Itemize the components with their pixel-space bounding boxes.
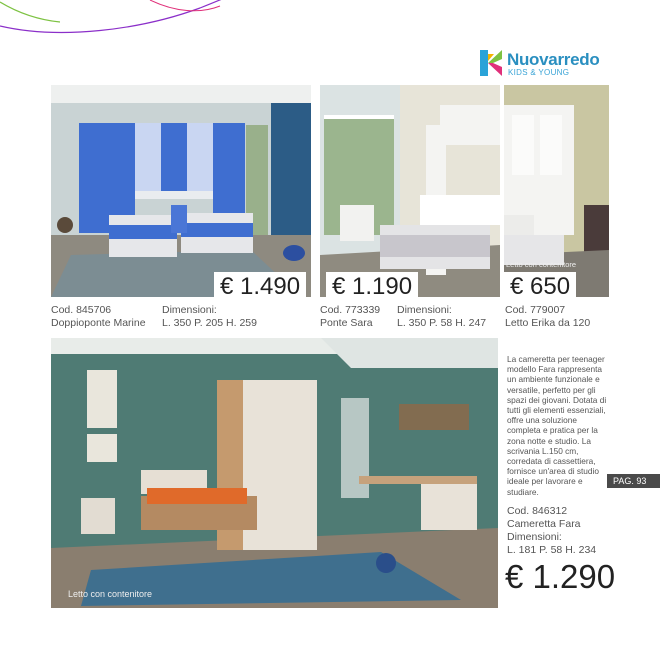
caption-dims-fara: L. 181 P. 58 H. 234 [507, 544, 597, 556]
photo-cameretta-fara [51, 338, 498, 608]
caption-name-ponte-sara: Ponte Sara [320, 317, 373, 329]
brand-name: Nuovarredo [507, 50, 600, 69]
caption-code-ponte-sara: Cod. 773339 [320, 304, 381, 316]
page-number: PAG. 93 [607, 474, 660, 488]
caption-dims-ponte-sara: L. 350 P. 58 H. 247 [397, 317, 487, 329]
brand-tagline: KIDS & YOUNG [508, 68, 570, 77]
caption-code-fara: Cod. 846312 [507, 505, 568, 517]
photo-note-cameretta-fara: Letto con contenitore [68, 589, 153, 599]
photo-ponte-sara [320, 85, 500, 297]
caption-code-letto-erika: Cod. 779007 [505, 304, 566, 316]
photo-note-letto-erika: Letto con contenitore [506, 260, 577, 269]
price-cameretta-fara: € 1.290 [505, 558, 616, 595]
caption-dimlabel-doppioponte: Dimensioni: [162, 304, 217, 316]
caption-dims-doppioponte: L. 350 P. 205 H. 259 [162, 317, 257, 329]
caption-dimlabel-ponte-sara: Dimensioni: [397, 304, 452, 316]
caption-code-doppioponte: Cod. 845706 [51, 304, 112, 316]
photo-doppioponte-marine [51, 85, 311, 297]
caption-name-doppioponte: Doppioponte Marine [51, 317, 146, 329]
price-letto-erika: € 650 [504, 272, 576, 302]
caption-name-letto-erika: Letto Erika da 120 [505, 317, 591, 329]
caption-name-fara: Cameretta Fara [507, 518, 581, 530]
description-cameretta-fara: La cameretta per teenager modello Fara rappresenta un ambiente funzionale e versatile, perfetto per gli spazi dei giovani. Dotata di tutti gli elementi essenziali, offre una soluzione completa e pratica per la zona notte e studio. La scrivania L.150 cm, corredata di cassettiera, fornisce un'area di studio ideale per lavorare e studiare. [507, 354, 607, 497]
brand-logo-icon [480, 50, 502, 76]
price-ponte-sara: € 1.190 [326, 272, 418, 302]
caption-dimlabel-fara: Dimensioni: [507, 531, 562, 543]
price-doppioponte-marine: € 1.490 [214, 272, 306, 302]
